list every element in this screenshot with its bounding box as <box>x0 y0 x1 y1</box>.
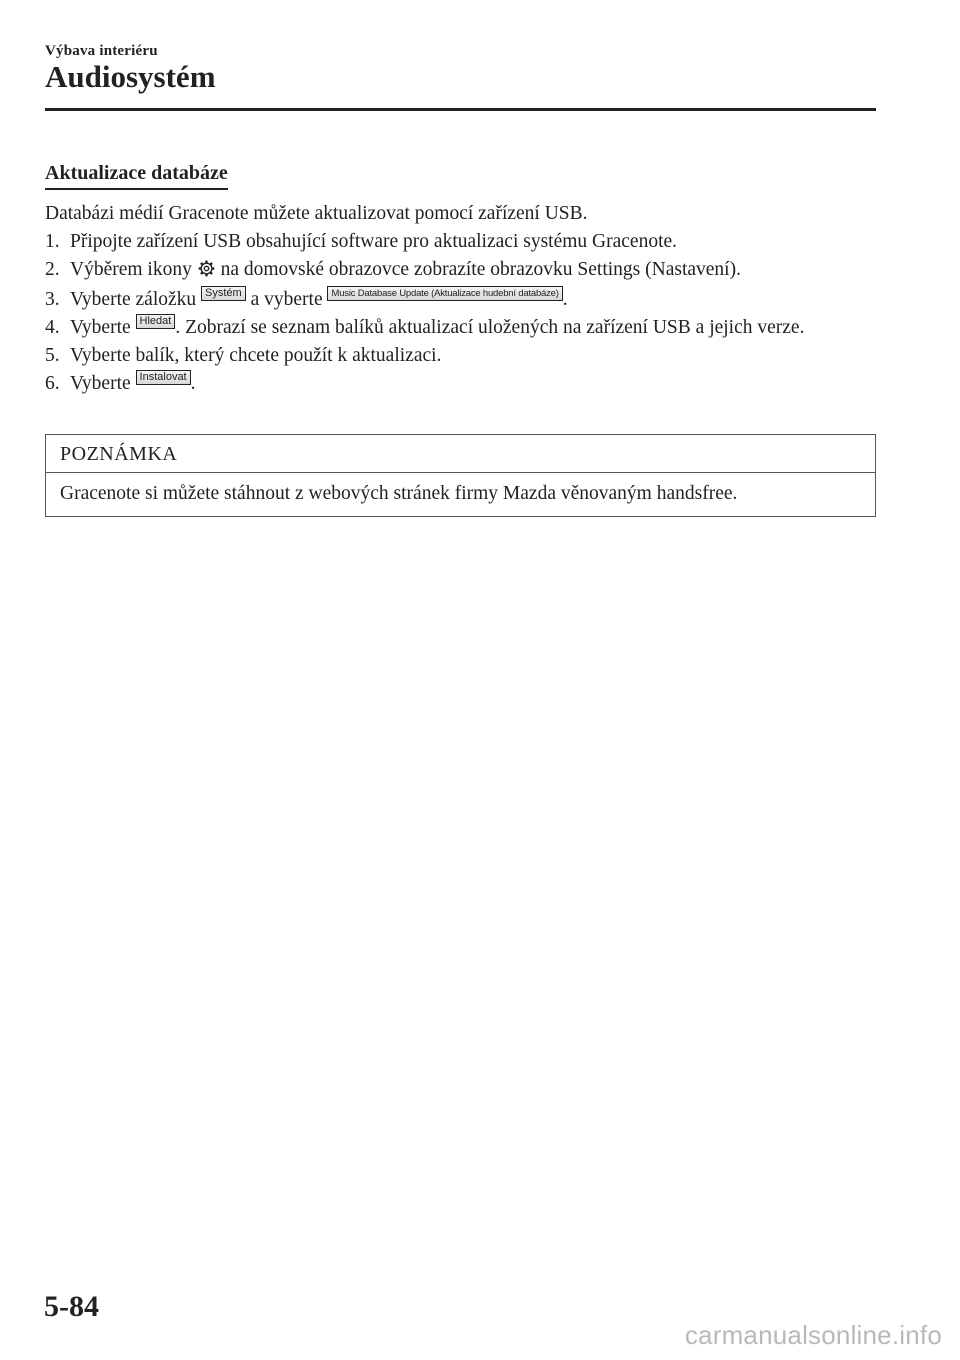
step-text-continued: na domovské obrazovce zobrazíte obrazovku Settings (Nastavení). <box>220 259 741 280</box>
step-number: 4. <box>45 317 60 338</box>
step-text: Vyberte <box>70 317 131 338</box>
intro-paragraph: Databázi médií Gracenote můžete aktualizovat pomocí zařízení USB. <box>45 203 588 224</box>
list-item <box>45 370 875 398</box>
step-text-end: . <box>562 289 568 310</box>
step-number: 2. <box>45 259 60 280</box>
step-text: Vyberte balík, který chcete použít k aktualizaci. <box>70 345 442 366</box>
step-text: Vyberte záložku <box>70 289 197 310</box>
step-text-end: . <box>190 373 196 394</box>
step-number: 6. <box>45 373 60 394</box>
list-item <box>45 314 875 342</box>
steps-list <box>45 228 875 398</box>
note-text: Gracenote si můžete stáhnout z webových stránek firmy Mazda věnovaným handsfree. <box>60 483 738 504</box>
note-box <box>45 434 876 517</box>
list-item <box>45 342 875 370</box>
step-text: Výběrem ikony <box>70 259 192 280</box>
page-number: 5-84 <box>44 1290 99 1323</box>
subheading: Aktualizace databáze <box>45 162 228 190</box>
system-tab-button[interactable]: Systém <box>201 286 246 301</box>
step-text: Vyberte <box>70 373 131 394</box>
page-title: Audiosystém <box>45 59 216 94</box>
step-number: 3. <box>45 289 60 310</box>
music-database-update-button[interactable]: Music Database Update (Aktualizace hudební databáze) <box>327 286 562 301</box>
step-text-middle: a vyberte <box>250 289 323 310</box>
list-item <box>45 228 875 256</box>
search-button[interactable]: Hledat <box>136 314 176 329</box>
list-item <box>45 256 875 286</box>
step-number: 5. <box>45 345 60 366</box>
install-button[interactable]: Instalovat <box>136 370 191 385</box>
header-divider <box>45 108 876 111</box>
watermark: carmanualsonline.info <box>684 1320 942 1350</box>
note-heading: POZNÁMKA <box>46 435 875 473</box>
step-number: 1. <box>45 231 60 252</box>
list-item <box>45 286 875 314</box>
step-text-continued: . Zobrazí se seznam balíků aktualizací uložených na zařízení USB a jejich verze. <box>175 317 805 338</box>
gear-icon <box>198 258 215 286</box>
content <box>45 200 875 398</box>
step-text: Připojte zařízení USB obsahující software pro aktualizaci systému Gracenote. <box>70 231 678 252</box>
section-label: Výbava interiéru <box>45 43 158 59</box>
